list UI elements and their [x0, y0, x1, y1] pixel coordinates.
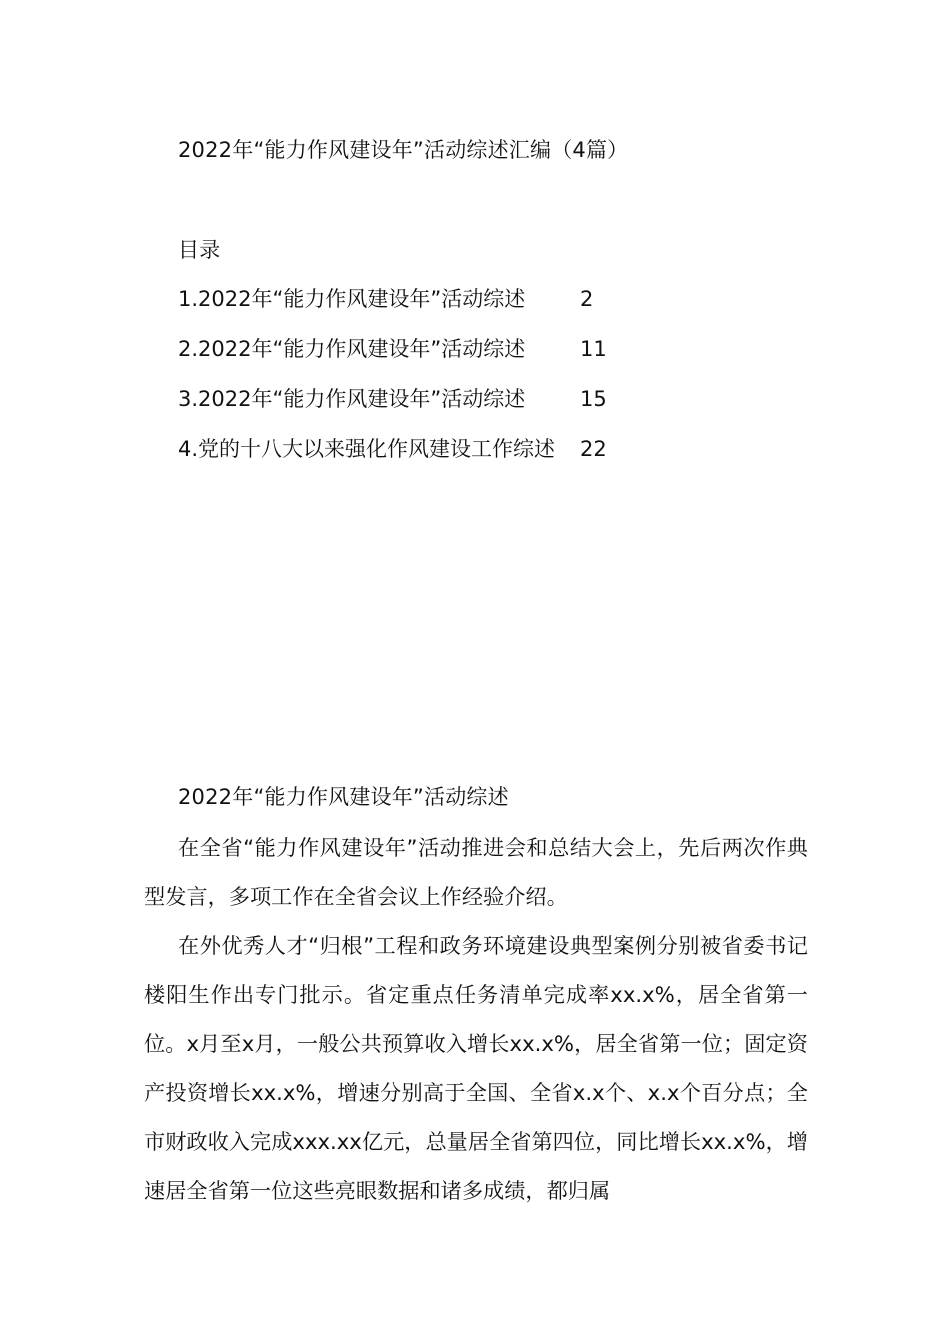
toc-item-page: 15 — [580, 387, 607, 411]
toc-item-label: 2.2022年“能力作风建设年”活动综述 — [178, 337, 526, 361]
paragraph: 在全省“能力作风建设年”活动推进会和总结大会上，先后两次作典型发言，多项工作在全省会议上作经验介绍。 — [144, 835, 808, 909]
toc-item-page: 2 — [580, 287, 594, 311]
section-title: 2022年“能力作风建设年”活动综述 — [178, 785, 509, 809]
body-text — [144, 823, 808, 1215]
toc-item-page: 11 — [580, 337, 607, 361]
main-title: 2022年“能力作风建设年”活动综述汇编（4篇） — [178, 138, 629, 162]
toc-item-label: 1.2022年“能力作风建设年”活动综述 — [178, 287, 526, 311]
toc-item-label: 4.党的十八大以来强化作风建设工作综述 — [178, 437, 556, 461]
toc-heading: 目录 — [178, 238, 221, 262]
paragraph: 在外优秀人才“归根”工程和政务环境建设典型案例分别被省委书记楼阳生作出专门批示。省定重点任务清单完成率xx.x%，居全省第一位。x月至x月，一般公共预算收入增长xx.x%，居全省第一位；固定资产投资增长xx.x%，增速分别高于全国、全省x.x个、x.x个百分点；全市财政收入完成xxx.xx亿元，总量居全省第四位，同比增长xx.x%，增速居全省第一位这些亮眼数据和诸多成绩，都归属 — [144, 933, 808, 1203]
toc-item-page: 22 — [580, 437, 607, 461]
toc-item-label: 3.2022年“能力作风建设年”活动综述 — [178, 387, 526, 411]
